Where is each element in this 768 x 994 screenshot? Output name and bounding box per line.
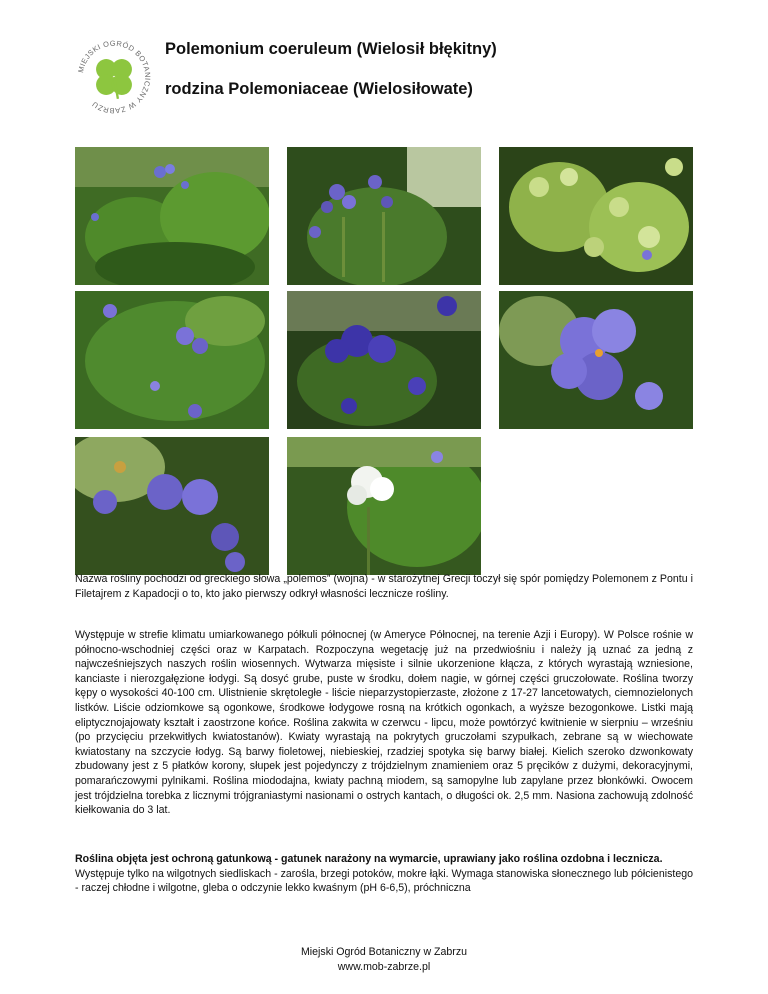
garden-logo	[75, 38, 153, 116]
plant-photo-7	[75, 437, 269, 575]
plant-photo-4	[75, 291, 269, 429]
plant-photo-3	[499, 147, 693, 285]
plant-photo-6	[499, 291, 693, 429]
footer-url[interactable]: www.mob-zabrze.pl	[337, 961, 431, 973]
protection-paragraph	[75, 852, 693, 896]
page-subtitle: rodzina Polemoniaceae (Wielosiłowate)	[165, 80, 473, 98]
habitat-text: Występuje tylko na wilgotnych siedliskach - zarośla, brzegi potoków, mokre łąki. Wymaga stanowiska słonecznego lub półcienistego - raczej chłodne i wilgotne, gleba o odczynie lekko kwaśnym (pH 6-6,5), próchniczna	[75, 867, 693, 895]
plant-photo-1	[75, 147, 269, 285]
plant-photo-8	[287, 437, 481, 575]
plant-photo-5	[287, 291, 481, 429]
intro-paragraph: Nazwa rośliny pochodzi od greckiego słowa „polemos” (wojna) - w starożytnej Grecji toczył się spór pomiędzy Polemonem z Pontu i Filetajrem z Kapadocji o to, kto jako pierwszy odkrył własności lecznicze rośliny.	[75, 573, 693, 600]
page-title: Polemonium coeruleum (Wielosił błękitny)	[165, 40, 497, 58]
footer-name: Miejski Ogród Botaniczny w Zabrzu	[300, 946, 468, 958]
description-paragraph: Występuje w strefie klimatu umiarkowanego półkuli północnej (w Ameryce Północnej, na terenie Azji i Europy). W Polsce rośnie w północno-wschodniej części oraz w Karpatach. Rozpoczyna wegetację już na przedwiośniu i należy ją uznać za jedną z najwcześniejszych naszych roślin wiosennych. Wytwarza mięsiste i silnie ukorzenione kłącza, z których wyrastają wzniesione, kanciaste i nierozgałęzione łodygi. Są dosyć grube, puste w środku, dołem nagie, w górnej części gruczołowate. Roślina tworzy kępy o wysokości 40-100 cm. Ulistnienie skrętoległe - liście nieparzystopierzaste, złożone z 17-27 lancetowatych, ciemnozielonych listków. Liście odziomkowe są ogonkowe, środkowe łodygowe rosną na krótkich ogonkach, a wyższe bezogonkowe. Listki mają eliptycznojajowaty kształt i zaostrzone końce. Roślina zakwita w czerwcu - lipcu, może powtórzyć kwitnienie w sierpniu – wrześniu (po przycięciu przekwitłych kwiatostanów). Kwiaty wyrastają na pokrytych gruczołami szypułkach, zebrane są w wiechowate kwiatostany na szczycie łodyg. Są barwy fioletowej, niebieskiej, rzadziej spotyka się barwy białej. Kielich szeroko dzwonkowaty zbudowany jest z 5 płatków korony, słupek jest pojedynczy z trójdzielnym znamieniem oraz 5 pręcików z dużymi, dekoracyjnymi, pomarańczowymi pylnikami. Roślina miododajna, kwiaty pachną miodem, są samopylne lub zapylane przez błonkówki. Owocem jest trójdzielna torebka z licznymi trójgraniastymi nasionami o ostrych kantach, o długości ok. 2,5 mm. Nasiona zachowują zdolność kiełkowania do 3 lat.	[75, 629, 693, 817]
protection-note: Roślina objęta jest ochroną gatunkową - gatunek narażony na wymarcie, uprawiany jako roślina ozdobna i lecznicza.	[75, 853, 663, 865]
logo-ring-text: MIEJSKI OGRÓD BOTANICZNY W ZABRZU	[76, 38, 153, 116]
plant-photo-2	[287, 147, 481, 285]
